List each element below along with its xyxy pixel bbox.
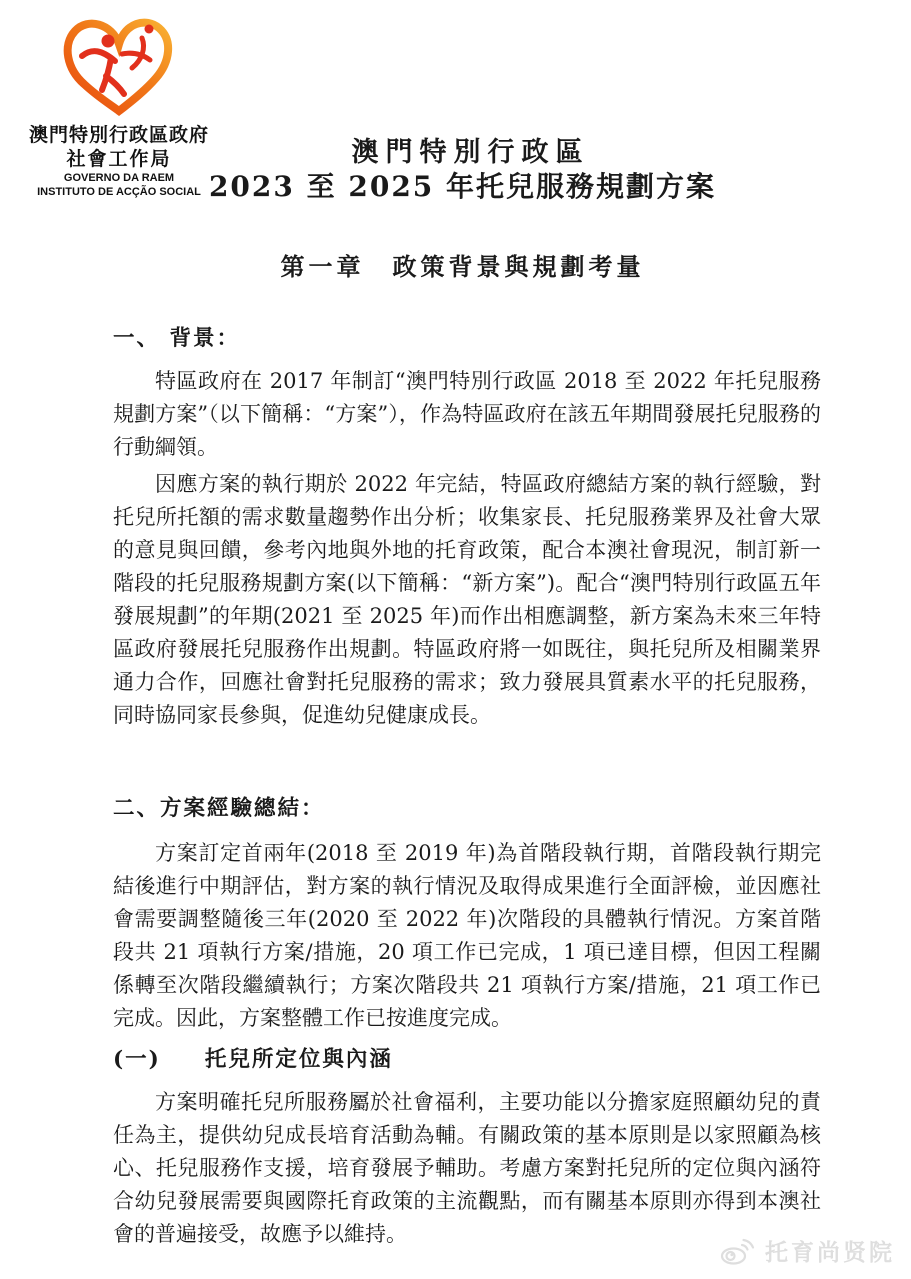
document-title (0, 136, 911, 205)
ias-heart-logo-icon (58, 14, 180, 120)
subsection-1-heading (113, 1043, 821, 1076)
org-name-zh-line2: 社會工作局 (66, 149, 172, 170)
subsection-1-number: (一) (113, 1047, 161, 1072)
subsection-1-paragraph-1: 方案明確托兒所服務屬於社會福利，主要功能以分擔家庭照顧幼兒的責任為主，提供幼兒成長培育活動為輔。有關政策的基本原則是以家照顧為核心、托兒服務作支援，培育發展予輔助。考慮方案對托兒所的定位與內涵符合幼兒發展需要與國際托育政策的主流觀點，而有關基本原則亦得到本澳社會的普遍接受，故應予以維持。 (113, 1090, 821, 1246)
org-name-pt-line2: INSTITUTO DE ACÇÃO SOCIAL (37, 186, 201, 198)
section-2-heading: 二、方案經驗總結： (113, 796, 325, 821)
document-body (113, 322, 821, 1255)
section-1-heading: 一、 背景： (113, 326, 240, 351)
document-title-line1: 澳門特別行政區 (351, 137, 590, 168)
section-1-paragraph-2: 因應方案的執行期於 2022 年完結，特區政府總結方案的執行經驗，對托兒所托額的需求數量趨勢作出分析；收集家長、托兒服務業界及社會大眾的意見與回饋，參考內地與外地的托育政策，配合本澳社會現況，制訂新一階段的托兒服務規劃方案(以下簡稱：“新方案”)。配合“澳門特別行政區五年發展規劃”的年期(2021 至 2025 年)而作出相應調整，新方案為未來三年特區政府發展托兒服務作出規劃。特區政府將一如既往，與托兒所及相關業界通力合作，回應社會對托兒服務的需求；致力發展具質素水平的托兒服務，同時協同家長參與，促進幼兒健康成長。 (113, 472, 821, 727)
chapter-heading: 第一章 政策背景與規劃考量 (280, 252, 645, 281)
weibo-icon (719, 1237, 757, 1265)
watermark-text: 托育尚贤院 (765, 1239, 895, 1265)
org-name-zh-line1: 澳門特別行政區政府 (28, 125, 209, 146)
section-1-paragraph-1: 特區政府在 2017 年制訂“澳門特別行政區 2018 至 2022 年托兒服務規劃方案”（以下簡稱：“方案”），作為特區政府在該五年期間發展托兒服務的行動綱領。 (113, 369, 821, 459)
org-name-pt-line1: GOVERNO DA RAEM (63, 172, 175, 184)
section-2-paragraph-1: 方案訂定首兩年(2018 至 2019 年)為首階段執行期，首階段執行期完結後進行中期評估，對方案的執行情況及取得成果進行全面評檢，並因應社會需要調整隨後三年(2020 至 2022 年)次階段的具體執行情況。方案首階段共 21 項執行方案/措施，20 項工作已完成，1 項已達目標，但因工程關係轉至次階段繼續執行；方案次階段共 21 項執行方案/措施，21 項工作已完成。因此，方案整體工作已按進度完成。 (113, 841, 821, 1030)
subsection-1-title: 托兒所定位與內涵 (204, 1047, 393, 1072)
watermark (719, 1234, 895, 1267)
document-title-line2: 2023 至 2025 年托兒服務規劃方案 (208, 170, 717, 203)
